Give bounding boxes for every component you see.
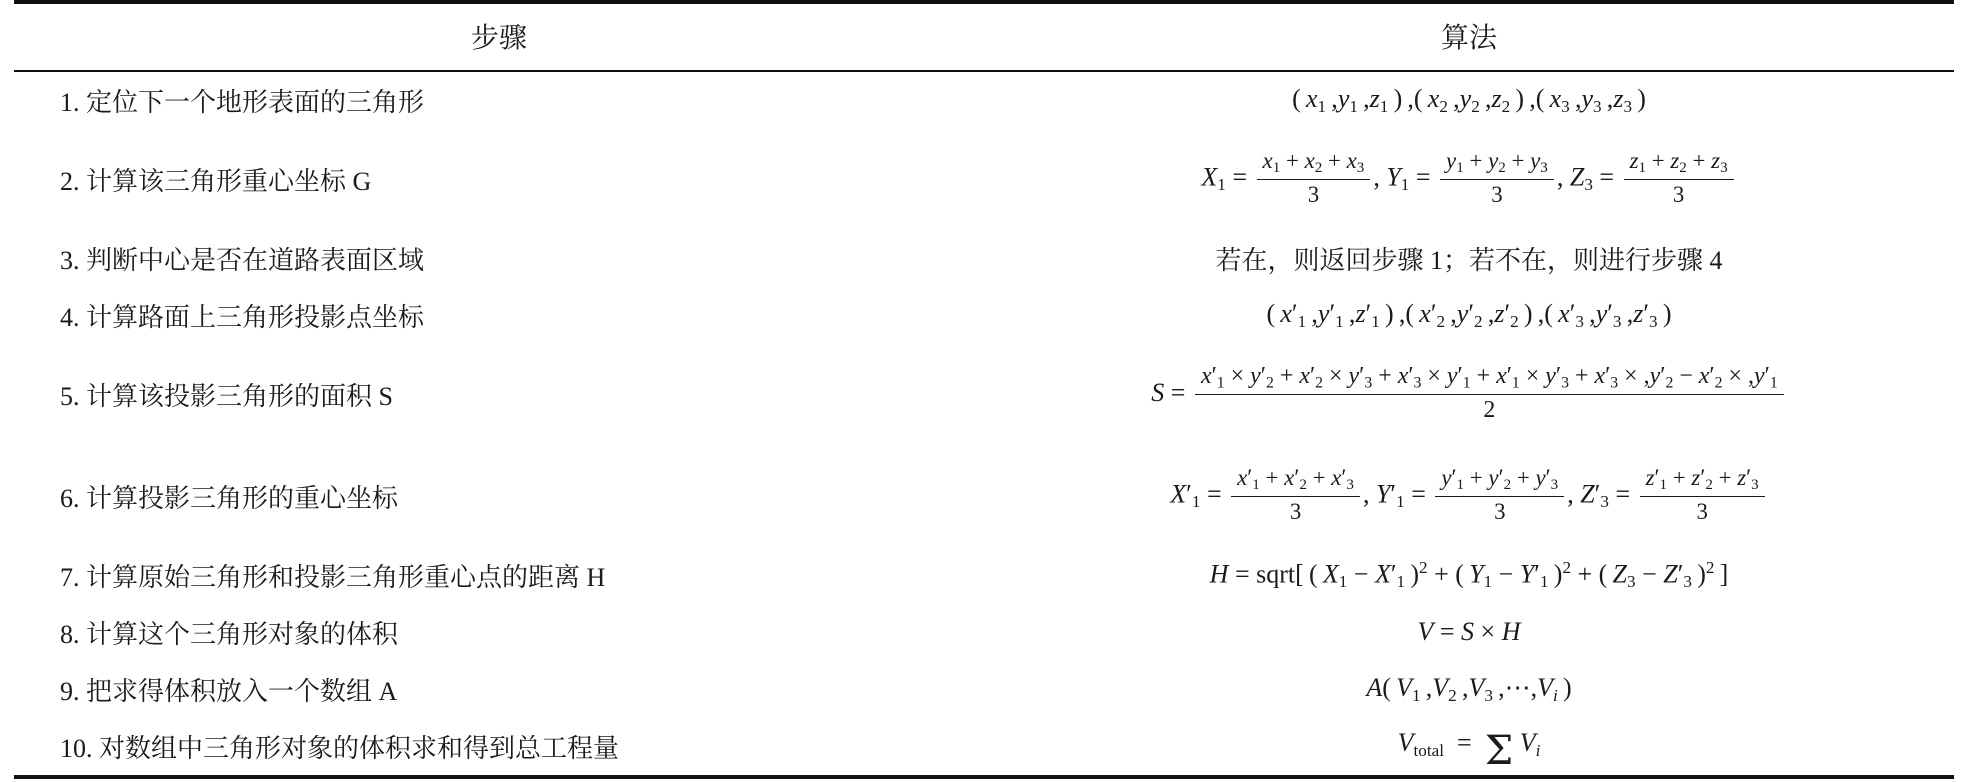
algorithm-formula: $X_1$ = $\frac{x_1 + x_2 + x_3}{3}$ , $Y_1$ = $\frac{y_1 + y_2 + y_3}{3}$ , $Z_3$ = $\frac{z_1 + z_2 + z_3}{3}$ <box>984 129 1954 230</box>
table-row <box>14 344 1954 446</box>
step-label: 8. 计算这个三角形对象的体积 <box>60 619 399 649</box>
algorithm-formula: A( $V_1$ $,V_2$ $,V_3$ $,\cdots,V_i$ ) <box>1366 672 1572 705</box>
algorithm-formula: ( $x'_1$ $,y'_1$ $,z'_1$ ) ,( $x'_2$ $,y'_2$ $,z'_2$ ) ,( $x'_3$ $,y'_3$ $,z'_3$ ) <box>1266 298 1672 331</box>
table-row <box>14 604 1954 661</box>
algorithm-formula: S = $x'_1 \times y'_2 + x'_2 \times y'_3 + x'_3 \times y'_1 + x'_1 \times y'_3 + x'_3 \times ,y'_2 - x'_2 \times ,y'_1$ 2 <box>984 344 1954 446</box>
step-label: 9. 把求得体积放入一个数组 A <box>60 676 398 706</box>
step-label: 10. 对数组中三角形对象的体积求和得到总工程量 <box>60 733 620 763</box>
step-label: 4. 计算路面上三角形投影点坐标 <box>60 302 425 332</box>
algorithm-formula: H = sqrt[ ( $X_1 - X'_1$ )$^2$ + ( $Y_1 - Y'_1$ )$^2$ + ( $Z_3 - Z'_3$ )$^2$ ] <box>1209 558 1729 592</box>
table-row <box>14 230 1954 287</box>
step-label: 5. 计算该投影三角形的面积 S <box>60 382 393 412</box>
table-row <box>14 287 1954 344</box>
table-row <box>14 547 1954 604</box>
column-header-step: 步骤 <box>14 2 984 71</box>
column-header-algorithm: 算法 <box>984 2 1954 71</box>
step-label: 2. 计算该三角形重心坐标 G <box>60 166 372 196</box>
algorithm-formula: ( $x_1$ $,y_1$ $,z_1$ ) ,( $x_2$ $,y_2$ $,z_2$ ) ,( $x_3$ $,y_3$ $,z_3$ ) <box>1292 84 1646 116</box>
step-label: 7. 计算原始三角形和投影三角形重心点的距离 H <box>60 562 606 592</box>
table-header-row <box>14 2 1954 71</box>
table-row <box>14 446 1954 547</box>
table-row <box>14 718 1954 777</box>
algorithm-formula: $X'_1$ = $\frac{x'_1 + x'_2 + x'_3}{3}$ , $Y'_1$ = $\frac{y'_1 + y'_2 + y'_3}{3}$ , $Z'_3$ = $\frac{z'_1 + z'_2 + z'_3}{3}$ <box>984 446 1954 547</box>
table-header <box>14 2 1954 71</box>
table-row <box>14 71 1954 129</box>
algorithm-table <box>14 0 1954 779</box>
table-row <box>14 129 1954 230</box>
step-label: 3. 判断中心是否在道路表面区域 <box>60 245 425 275</box>
step-label: 6. 计算投影三角形的重心坐标 <box>60 483 399 513</box>
table-body <box>14 71 1954 777</box>
table-row <box>14 661 1954 718</box>
step-label: 1. 定位下一个地形表面的三角形 <box>60 88 425 117</box>
algorithm-formula: V = S × H <box>1417 617 1521 647</box>
algorithm-formula: $V_{total} = \Sigma$ $V_i$ <box>1397 726 1541 774</box>
algorithm-formula: 若在，则返回步骤 1；若不在，则进行步骤 4 <box>1215 245 1723 275</box>
